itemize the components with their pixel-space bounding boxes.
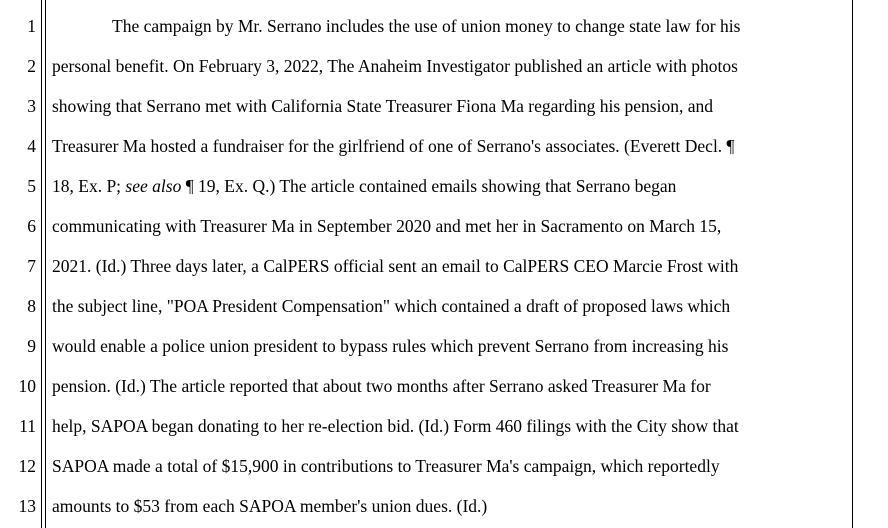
- italic-signal: see also: [125, 176, 182, 196]
- line-number: 1: [27, 16, 36, 36]
- line-number: 4: [27, 136, 36, 156]
- text-line: pension. (Id.) The article reported that about two months after Serrano asked Treasurer Ma for: [52, 376, 711, 396]
- text-line: showing that Serrano met with California State Treasurer Fiona Ma regarding his pension, and: [52, 96, 713, 116]
- line-number: 3: [27, 96, 36, 116]
- line-number: 8: [27, 296, 36, 316]
- document-paragraph: [52, 6, 852, 526]
- text-line: Treasurer Ma hosted a fundraiser for the girlfriend of one of Serrano's associates. (Everett Decl. ¶: [52, 136, 735, 156]
- left-margin-rule-inner: [45, 0, 46, 528]
- line-number: 13: [18, 496, 36, 516]
- text-run: 18, Ex. P;: [52, 176, 126, 196]
- line-number-column: [0, 6, 36, 526]
- line-number: 2: [27, 56, 36, 76]
- left-margin-rule: [41, 0, 42, 528]
- line-number: 6: [27, 216, 36, 236]
- line-number: 11: [19, 416, 36, 436]
- right-margin-rule: [852, 0, 853, 528]
- text-line: amounts to $53 from each SAPOA member's union dues. (Id.): [52, 496, 488, 516]
- line-number: 7: [27, 256, 36, 276]
- line-number: 5: [27, 176, 36, 196]
- text-line: [52, 166, 852, 206]
- text-line: 2021. (Id.) Three days later, a CalPERS official sent an email to CalPERS CEO Marcie Frost with: [52, 256, 739, 276]
- line-number: 10: [18, 376, 36, 396]
- text-line: the subject line, "POA President Compensation" which contained a draft of proposed laws which: [52, 296, 731, 316]
- text-line: SAPOA made a total of $15,900 in contributions to Treasurer Ma's campaign, which reportedly: [52, 456, 720, 476]
- text-line: The campaign by Mr. Serrano includes the use of union money to change state law for his: [112, 16, 741, 36]
- text-line: communicating with Treasurer Ma in September 2020 and met her in Sacramento on March 15,: [52, 216, 722, 236]
- text-line: personal benefit. On February 3, 2022, The Anaheim Investigator published an article with photos: [52, 56, 738, 76]
- line-number: 9: [27, 336, 36, 356]
- text-run: ¶ 19, Ex. Q.) The article contained emails showing that Serrano began: [181, 176, 677, 196]
- text-line: help, SAPOA began donating to her re-election bid. (Id.) Form 460 filings with the City show that: [52, 416, 739, 436]
- text-line: would enable a police union president to bypass rules which prevent Serrano from increasing his: [52, 336, 729, 356]
- line-number: 12: [18, 456, 36, 476]
